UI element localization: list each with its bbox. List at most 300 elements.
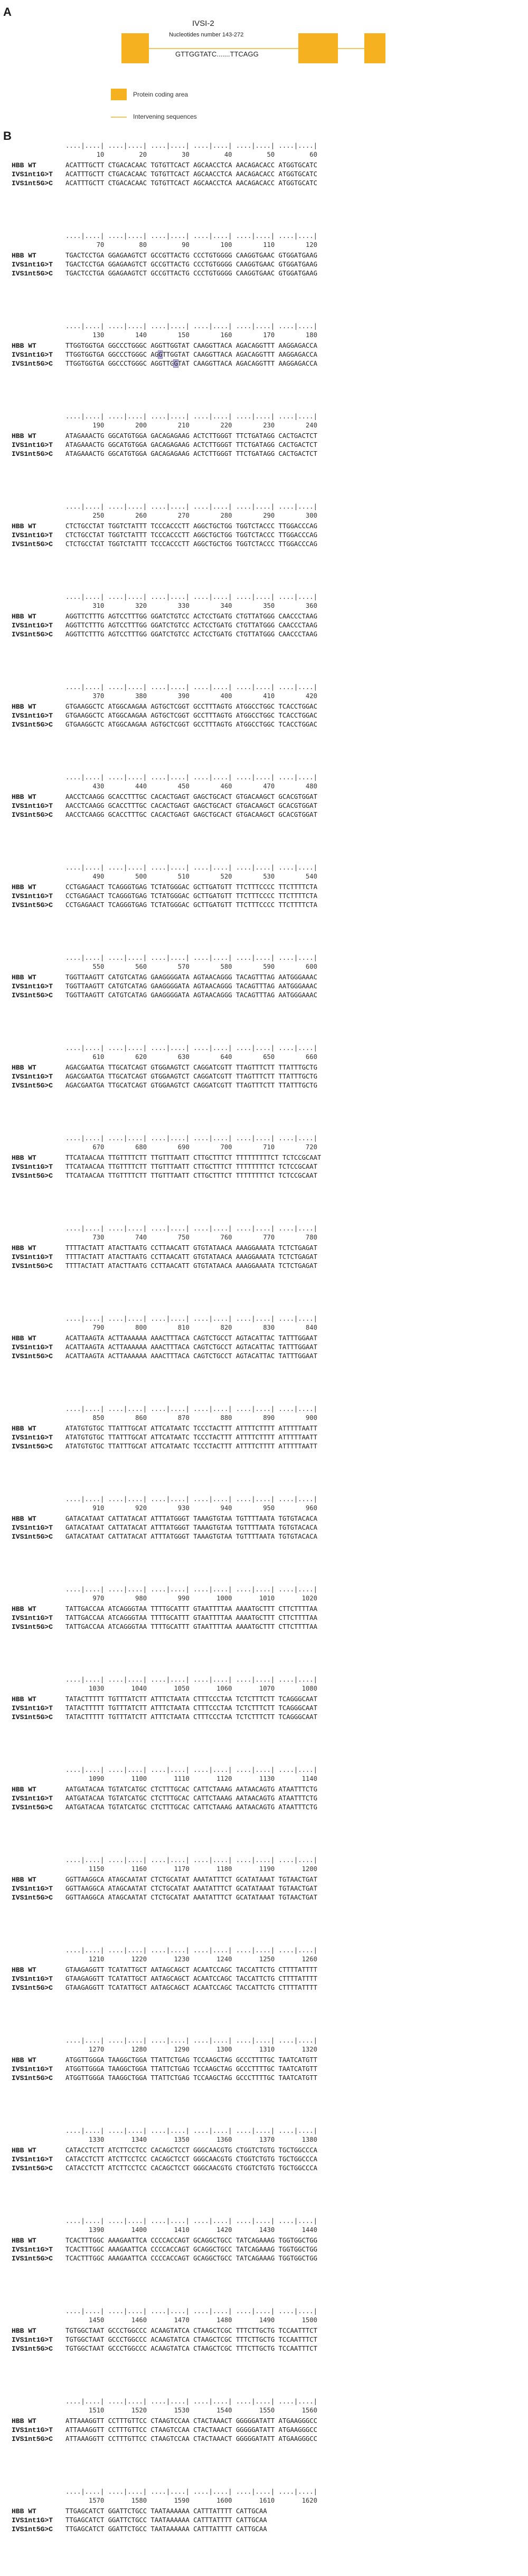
- position-ruler: ....|....| ....|....| ....|....| ....|....| ....|....| ....|....|: [65, 1225, 317, 1232]
- sequence-name: HBB WT: [12, 342, 36, 350]
- sequence-row: [12, 1154, 321, 1162]
- sequence-text: TTGGTGGTGA GGCCCTGGGC AGGTTGGTAT CAAGGTTACA AGACAGGTTT AAGGAGACCA: [65, 360, 317, 367]
- sequence-text: TGGTTAAGTT CATGTCATAG GAAGGGGATA AGTAACAGGG TACAGTTTAG AATGGGAAAC: [65, 991, 317, 999]
- panel-a-label: A: [3, 5, 12, 18]
- sequence-name: IVS1nt1G>T: [12, 712, 53, 720]
- sequence-row: [12, 441, 317, 449]
- sequence-row: [12, 2417, 317, 2425]
- sequence-name: IVS1nt1G>T: [12, 982, 53, 990]
- sequence-name: IVS1nt5G>C: [12, 991, 53, 999]
- position-numbers: 1270 1280 1290 1300 1310 1320: [65, 2046, 317, 2053]
- legend-intron-label: Intervening sequences: [133, 113, 197, 120]
- sequence-name: HBB WT: [12, 522, 36, 530]
- position-numbers: 1210 1220 1230 1240 1250 1260: [65, 1955, 317, 1963]
- sequence-row: [12, 1524, 317, 1532]
- sequence-text: GGTTAAGGCA ATAGCAATAT CTCTGCATAT AAATATTTCT GCATATAAAT TGTAACTGAT: [65, 1885, 317, 1892]
- sequence-text: GTAAGAGGTT TCATATTGCT AATAGCAGCT ACAATCCAGC TACCATTCTG CTTTTATTTT: [65, 1984, 317, 1991]
- sequence-row: [12, 2065, 317, 2073]
- sequence-row: [12, 1605, 317, 1613]
- mutation-highlight: G: [158, 351, 163, 358]
- sequence-name: IVS1nt1G>T: [12, 892, 53, 900]
- alignment-block: [12, 1583, 518, 1674]
- sequence-row: [12, 2155, 317, 2163]
- sequence-name: IVS1nt5G>C: [12, 1533, 53, 1541]
- sequence-text: ACATTAAGTA ACTTAAAAAA AAACTTTACA CAGTCTGCCT AGTACATTAC TATTTGGAAT: [65, 1343, 317, 1351]
- sequence-name: IVS1nt5G>C: [12, 450, 53, 458]
- sequence-text: TGTGGCTAAT GCCCTGGCCC ACAAGTATCA CTAAGCTCGC TTTCTTGCTG TCCAATTTCT: [65, 2336, 317, 2343]
- sequence-row: [12, 2246, 317, 2254]
- sequence-text: TTGGTGGTGA GGCCCTGGGC AGGTTGGTAT CAAGGTTACA AGACAGGTTT AAGGAGACCA: [65, 342, 317, 349]
- position-ruler: ....|....| ....|....| ....|....| ....|....| ....|....| ....|....|: [65, 1856, 317, 1864]
- sequence-row: [12, 2336, 317, 2344]
- sequence-text: ACATTAAGTA ACTTAAAAAA AAACTTTACA CAGTCTGCCT AGTACATTAC TATTTGGAAT: [65, 1334, 317, 1342]
- sequence-text: TGACTCCTGA GGAGAAGTCT GCCGTTACTG CCCTGTGGGG CAAGGTGAAC GTGGATGAAG: [65, 261, 317, 268]
- sequence-name: IVS1nt1G>T: [12, 1163, 53, 1171]
- sequence-text: CCTGAGAACT TCAGGGTGAG TCTATGGGAC GCTTGATGTT TTCTTTCCCC TTCTTTTCTA: [65, 883, 317, 891]
- sequence-name: IVS1nt5G>C: [12, 2255, 53, 2263]
- sequence-text: CCTGAGAACT TCAGGGTGAG TCTATGGGAC GCTTGATGTT TTCTTTCCCC TTCTTTTCTA: [65, 892, 317, 900]
- position-numbers: 1450 1460 1470 1480 1490 1500: [65, 2316, 317, 2324]
- position-ruler: ....|....| ....|....| ....|....| ....|....| ....|....| ....|....|: [65, 322, 317, 330]
- sequence-text: GTGAAGGCTC ATGGCAAGAA AGTGCTCGGT GCCTTTAGTG ATGGCCTGGC TCACCTGGAC: [65, 721, 317, 728]
- sequence-name: HBB WT: [12, 974, 36, 981]
- position-ruler: ....|....| ....|....| ....|....| ....|....| ....|....| ....|....|: [65, 1947, 317, 1954]
- position-numbers: 850 860 870 880 890 900: [65, 1414, 317, 1421]
- sequence-row: [12, 2426, 317, 2434]
- sequence-name: IVS1nt1G>T: [12, 2426, 53, 2434]
- intron-label: IVSI-2: [192, 19, 214, 28]
- alignment-block: [12, 681, 518, 771]
- sequence-text: GTAAGAGGTT TCATATTGCT AATAGCAGCT ACAATCCAGC TACCATTCTG CTTTTATTTT: [65, 1966, 317, 1973]
- sequence-text: GGTTAAGGCA ATAGCAATAT CTCTGCATAT AAATATTTCT GCATATAAAT TGTAACTGAT: [65, 1894, 317, 1901]
- sequence-row: [12, 1082, 317, 1090]
- sequence-row: [12, 1064, 317, 1072]
- sequence-row: [12, 1163, 317, 1171]
- sequence-row: [12, 1425, 317, 1433]
- sequence-row: [12, 261, 317, 269]
- sequence-row: [12, 811, 317, 819]
- sequence-row: [12, 252, 317, 260]
- sequence-alignment: [12, 140, 518, 2576]
- position-numbers: 790 800 810 820 830 840: [65, 1324, 317, 1331]
- position-ruler: ....|....| ....|....| ....|....| ....|....| ....|....| ....|....|: [65, 774, 317, 781]
- sequence-row: [12, 1984, 317, 1992]
- sequence-name: IVS1nt5G>C: [12, 2525, 53, 2533]
- position-numbers: 190 200 210 220 230 240: [65, 422, 317, 429]
- sequence-row: [12, 2074, 317, 2082]
- sequence-text: AATGATACAA TGTATCATGC CTCTTTGCAC CATTCTAAAG AATAACAGTG ATAATTTCTG: [65, 1786, 317, 1793]
- position-ruler: ....|....| ....|....| ....|....| ....|....| ....|....| ....|....|: [65, 1315, 317, 1322]
- sequence-name: IVS1nt1G>T: [12, 1704, 53, 1712]
- sequence-name: HBB WT: [12, 1334, 36, 1342]
- sequence-text: AACCTCAAGG GCACCTTTGC CACACTGAGT GAGCTGCACT GTGACAAGCT GCACGTGGAT: [65, 793, 317, 800]
- sequence-row: [12, 1244, 317, 1252]
- sequence-row: [12, 793, 317, 801]
- legend-coding-swatch: [111, 89, 127, 100]
- sequence-name: IVS1nt5G>C: [12, 540, 53, 548]
- position-numbers: 970 980 990 1000 1010 1020: [65, 1595, 317, 1602]
- sequence-row: [12, 901, 317, 909]
- alignment-block: [12, 230, 518, 320]
- sequence-name: IVS1nt1G>T: [12, 1253, 53, 1261]
- sequence-text: AGACGAATGA TTGCATCAGT GTGGAAGTCT CAGGATCGTT TTAGTTTCTT TTATTTGCTG: [65, 1073, 317, 1080]
- sequence-name: IVS1nt5G>C: [12, 360, 53, 368]
- sequence-text: ACATTTGCTT CTGACACAAC TGTGTTCACT AGCAACCTCA AACAGACACC ATGGTGCATC: [65, 161, 317, 169]
- sequence-row: [12, 1695, 317, 1703]
- position-ruler: ....|....| ....|....| ....|....| ....|....| ....|....| ....|....|: [65, 142, 317, 149]
- sequence-row: [12, 1614, 317, 1622]
- position-ruler: ....|....| ....|....| ....|....| ....|....| ....|....| ....|....|: [65, 1044, 317, 1052]
- sequence-text: TGGTTAAGTT CATGTCATAG GAAGGGGATA AGTAACAGGG TACAGTTTAG AATGGGAAAC: [65, 982, 317, 990]
- sequence-text: TGACTCCTGA GGAGAAGTCT GCCGTTACTG CCCTGTGGGG CAAGGTGAAC GTGGATGAAG: [65, 252, 317, 259]
- alignment-block: [12, 1313, 518, 1403]
- sequence-row: [12, 179, 317, 187]
- position-ruler: ....|....| ....|....| ....|....| ....|....| ....|....| ....|....|: [65, 232, 317, 240]
- sequence-name: IVS1nt1G>T: [12, 2155, 53, 2163]
- sequence-text: TGTGGCTAAT GCCCTGGCCC ACAAGTATCA CTAAGCTCGC TTTCTTGCTG TCCAATTTCT: [65, 2345, 317, 2352]
- sequence-text: TTCATAACAA TTGTTTTCTT TTGTTTAATT CTTGCTTTCT TTTTTTTTCT TCTCCGCAAT: [65, 1172, 317, 1179]
- sequence-row: [12, 432, 317, 440]
- sequence-name: IVS1nt1G>T: [12, 1795, 53, 1802]
- sequence-text: GATACATAAT CATTATACAT ATTTATGGGT TAAAGTGTAA TGTTTTAATA TGTGTACACA: [65, 1515, 317, 1522]
- sequence-name: HBB WT: [12, 703, 36, 711]
- sequence-name: HBB WT: [12, 2056, 36, 2064]
- sequence-row: [12, 1713, 317, 1721]
- sequence-name: HBB WT: [12, 1515, 36, 1523]
- sequence-name: IVS1nt1G>T: [12, 2516, 53, 2524]
- sequence-text: ATAGAAACTG GGCATGTGGA GACAGAGAAG ACTCTTGGGT TTCTGATAGG CACTGACTCT: [65, 432, 317, 440]
- sequence-text: ATGGTTGGGA TAAGGCTGGA TTATTCTGAG TCCAAGCTAG GCCCTTTTGC TAATCATGTT: [65, 2065, 317, 2073]
- alignment-block: [12, 1854, 518, 1944]
- sequence-text: AATGATACAA TGTATCATGC CTCTTTGCAC CATTCTAAAG AATAACAGTG ATAATTTCTG: [65, 1795, 317, 1802]
- position-ruler: ....|....| ....|....| ....|....| ....|....| ....|....| ....|....|: [65, 2307, 317, 2315]
- sequence-row: [12, 2237, 317, 2245]
- alignment-block: [12, 2215, 518, 2305]
- alignment-block: [12, 1944, 518, 2035]
- sequence-text: AACCTCAAGG GCACCTTTGC CACACTGAGT GAGCTGCACT GTGACAAGCT GCACGTGGAT: [65, 811, 317, 818]
- sequence-text: TATTGACCAA ATCAGGGTAA TTTTGCATTT GTAATTTTAA AAAATGCTTT CTTCTTTTAA: [65, 1623, 317, 1630]
- sequence-row: [12, 161, 317, 169]
- sequence-name: IVS1nt5G>C: [12, 1082, 53, 1090]
- sequence-row: [12, 1073, 317, 1081]
- panel-b-label: B: [3, 129, 12, 142]
- sequence-row: [12, 2516, 267, 2524]
- position-numbers: 910 920 930 940 950 960: [65, 1504, 317, 1512]
- alignment-block: [12, 952, 518, 1042]
- position-numbers: 70 80 90 100 110 120: [65, 241, 317, 249]
- position-numbers: 550 560 570 580 590 600: [65, 963, 317, 970]
- sequence-text: TCACTTTGGC AAAGAATTCA CCCCACCAGT GCAGGCTGCC TATCAGAAAG TGGTGGCTGG: [65, 2255, 317, 2262]
- sequence-name: IVS1nt5G>C: [12, 270, 53, 278]
- sequence-text: ACATTTGCTT CTGACACAAC TGTGTTCACT AGCAACCTCA AACAGACACC ATGGTGCATC: [65, 179, 317, 187]
- sequence-row: [12, 351, 317, 359]
- sequence-name: IVS1nt5G>C: [12, 1713, 53, 1721]
- sequence-row: [12, 2507, 267, 2515]
- sequence-text: GTGAAGGCTC ATGGCAAGAA AGTGCTCGGT GCCTTTAGTG ATGGCCTGGC TCACCTGGAC: [65, 712, 317, 719]
- sequence-row: [12, 1804, 317, 1811]
- position-numbers: 310 320 330 340 350 360: [65, 602, 317, 609]
- sequence-text: TGTGGCTAAT GCCCTGGCCC ACAAGTATCA CTAAGCTCGC TTTCTTGCTG TCCAATTTCT: [65, 2327, 317, 2334]
- position-ruler: ....|....| ....|....| ....|....| ....|....| ....|....| ....|....|: [65, 503, 317, 510]
- sequence-name: IVS1nt5G>C: [12, 2074, 53, 2082]
- sequence-row: [12, 982, 317, 990]
- sequence-name: IVS1nt5G>C: [12, 811, 53, 819]
- sequence-text: TGGTTAAGTT CATGTCATAG GAAGGGGATA AGTAACAGGG TACAGTTTAG AATGGGAAAC: [65, 974, 317, 981]
- sequence-name: HBB WT: [12, 613, 36, 621]
- legend-coding-label: Protein coding area: [133, 91, 188, 98]
- position-numbers: 130 140 150 160 170 180: [65, 331, 317, 339]
- sequence-text: GATACATAAT CATTATACAT ATTTATGGGT TAAAGTGTAA TGTTTTAATA TGTGTACACA: [65, 1533, 317, 1540]
- sequence-row: [12, 531, 317, 539]
- gene-structure-diagram: [0, 0, 528, 137]
- sequence-row: [12, 613, 317, 621]
- sequence-text: CCTGAGAACT TCAGGGTGAG TCTATGGGAC GCTTGATGTT TTCTTTCCCC TTCTTTTCTA: [65, 901, 317, 909]
- sequence-name: IVS1nt1G>T: [12, 1434, 53, 1442]
- sequence-name: HBB WT: [12, 252, 36, 260]
- sequence-text: AGGTTCTTTG AGTCCTTTGG GGATCTGTCC ACTCCTGATG CTGTTATGGG CAACCCTAAG: [65, 613, 317, 620]
- exon-3-box: [364, 33, 385, 63]
- sequence-row: [12, 2164, 317, 2172]
- sequence-name: HBB WT: [12, 2327, 36, 2335]
- sequence-name: HBB WT: [12, 2237, 36, 2245]
- position-ruler: ....|....| ....|....| ....|....| ....|....| ....|....| ....|....|: [65, 2127, 317, 2134]
- sequence-text: ATGGTTGGGA TAAGGCTGGA TTATTCTGAG TCCAAGCTAG GCCCTTTTGC TAATCATGTT: [65, 2074, 317, 2082]
- exon-1-box: [121, 33, 149, 63]
- sequence-text: AATGATACAA TGTATCATGC CTCTTTGCAC CATTCTAAAG AATAACAGTG ATAATTTCTG: [65, 1804, 317, 1811]
- sequence-name: HBB WT: [12, 1876, 36, 1884]
- sequence-name: IVS1nt5G>C: [12, 631, 53, 638]
- sequence-row: [12, 1253, 317, 1261]
- alignment-block: [12, 411, 518, 501]
- position-ruler: ....|....| ....|....| ....|....| ....|....| ....|....| ....|....|: [65, 593, 317, 600]
- sequence-row: [12, 2056, 317, 2064]
- sequence-text: CATACCTCTT ATCTTCCTCC CACAGCTCCT GGGCAACGTG CTGGTCTGTG TGCTGGCCCA: [65, 2155, 317, 2163]
- sequence-text: TTGGTGGTGA GGCCCTGGGC AGGTTGGTAT CAAGGTTACA AGACAGGTTT AAGGAGACCA: [65, 351, 317, 358]
- sequence-row: [12, 712, 317, 720]
- alignment-block: [12, 1223, 518, 1313]
- sequence-name: IVS1nt1G>T: [12, 1073, 53, 1081]
- sequence-row: [12, 1515, 317, 1523]
- alignment-block: [12, 591, 518, 681]
- sequence-row: [12, 2327, 317, 2335]
- sequence-name: IVS1nt5G>C: [12, 1262, 53, 1270]
- alignment-block: [12, 771, 518, 862]
- nucleotides-label: Nucleotides number 143-272: [169, 32, 244, 38]
- sequence-text: AGGTTCTTTG AGTCCTTTGG GGATCTGTCC ACTCCTGATG CTGTTATGGG CAACCCTAAG: [65, 622, 317, 629]
- sequence-row: [12, 1975, 317, 1983]
- sequence-name: HBB WT: [12, 1154, 36, 1162]
- sequence-name: IVS1nt5G>C: [12, 901, 53, 909]
- sequence-name: HBB WT: [12, 883, 36, 891]
- sequence-text: ATTAAAGGTT CCTTTGTTCC CTAAGTCCAA CTACTAAACT GGGGGATATT ATGAAGGGCC: [65, 2426, 317, 2434]
- sequence-text: GTAAGAGGTT TCATATTGCT AATAGCAGCT ACAATCCAGC TACCATTCTG CTTTTATTTT: [65, 1975, 317, 1982]
- sequence-text: TTGAGCATCT GGATTCTGCC TAATAAAAAA CATTTATTTT CATTGCAA: [65, 2516, 267, 2524]
- alignment-block: [12, 2305, 518, 2396]
- sequence-text: TTGAGCATCT GGATTCTGCC TAATAAAAAA CATTTATTTT CATTGCAA: [65, 2507, 267, 2515]
- sequence-row: [12, 1876, 317, 1884]
- position-ruler: ....|....| ....|....| ....|....| ....|....| ....|....| ....|....|: [65, 1676, 317, 1683]
- sequence-name: IVS1nt1G>T: [12, 2065, 53, 2073]
- sequence-text: ATAGAAACTG GGCATGTGGA GACAGAGAAG ACTCTTGGGT TTCTGATAGG CACTGACTCT: [65, 450, 317, 457]
- sequence-row: [12, 1623, 317, 1631]
- sequence-name: IVS1nt1G>T: [12, 1524, 53, 1532]
- position-ruler: ....|....| ....|....| ....|....| ....|....| ....|....| ....|....|: [65, 1405, 317, 1413]
- sequence-row: [12, 1966, 317, 1974]
- sequence-text: TTCATAACAA TTGTTTTCTT TTGTTTAATT CTTGCTTTCT TTTTTTTTCT TCTCCGCAAT: [65, 1163, 317, 1170]
- sequence-row: [12, 170, 317, 178]
- sequence-row: [12, 1704, 317, 1712]
- sequence-row: [12, 622, 317, 629]
- position-numbers: 1030 1040 1050 1060 1070 1080: [65, 1685, 317, 1692]
- alignment-block: [12, 2125, 518, 2215]
- sequence-name: IVS1nt5G>C: [12, 2345, 53, 2353]
- sequence-name: HBB WT: [12, 2507, 36, 2515]
- sequence-name: IVS1nt5G>C: [12, 1894, 53, 1902]
- sequence-name: IVS1nt5G>C: [12, 1984, 53, 1992]
- sequence-row: [12, 974, 317, 981]
- sequence-row: [12, 1786, 317, 1793]
- sequence-name: HBB WT: [12, 432, 36, 440]
- sequence-name: IVS1nt5G>C: [12, 179, 53, 187]
- position-numbers: 490 500 510 520 530 540: [65, 873, 317, 880]
- alignment-block: [12, 2396, 518, 2486]
- position-ruler: ....|....| ....|....| ....|....| ....|....| ....|....| ....|....|: [65, 864, 317, 871]
- sequence-text: ATAGAAACTG GGCATGTGGA GACAGAGAAG ACTCTTGGGT TTCTGATAGG CACTGACTCT: [65, 441, 317, 449]
- position-numbers: 1390 1400 1410 1420 1430 1440: [65, 2226, 317, 2234]
- sequence-text: TATACTTTTT TGTTTATCTT ATTTCTAATA CTTTCCCTAA TCTCTTTCTT TCAGGGCAAT: [65, 1695, 317, 1703]
- sequence-row: [12, 802, 317, 810]
- alignment-block: [12, 1493, 518, 1583]
- position-numbers: 610 620 630 640 650 660: [65, 1053, 317, 1061]
- position-ruler: ....|....| ....|....| ....|....| ....|....| ....|....| ....|....|: [65, 2217, 317, 2225]
- sequence-name: HBB WT: [12, 2146, 36, 2154]
- alignment-block: [12, 1674, 518, 1764]
- sequence-text: TATTGACCAA ATCAGGGTAA TTTTGCATTT GTAATTTTAA AAAATGCTTT CTTCTTTTAA: [65, 1605, 317, 1613]
- sequence-text: TATACTTTTT TGTTTATCTT ATTTCTAATA CTTTCCCTAA TCTCTTTCTT TCAGGGCAAT: [65, 1713, 317, 1721]
- sequence-name: IVS1nt5G>C: [12, 2435, 53, 2443]
- alignment-block: [12, 862, 518, 952]
- sequence-row: [12, 1795, 317, 1802]
- alignment-block: [12, 2035, 518, 2125]
- sequence-text: AGACGAATGA TTGCATCAGT GTGGAAGTCT CAGGATCGTT TTAGTTTCTT TTATTTGCTG: [65, 1082, 317, 1089]
- sequence-text: TCACTTTGGC AAAGAATTCA CCCCACCAGT GCAGGCTGCC TATCAGAAAG TGGTGGCTGG: [65, 2246, 317, 2253]
- sequence-name: IVS1nt1G>T: [12, 1975, 53, 1983]
- sequence-name: HBB WT: [12, 2417, 36, 2425]
- sequence-row: [12, 2146, 317, 2154]
- sequence-row: [12, 1443, 317, 1451]
- position-numbers: 1150 1160 1170 1180 1190 1200: [65, 1865, 317, 1873]
- sequence-row: [12, 1434, 317, 1442]
- sequence-text: CTCTGCCTAT TGGTCTATTT TCCCACCCTT AGGCTGCTGG TGGTCTACCC TTGGACCCAG: [65, 522, 317, 530]
- position-numbers: 250 260 270 280 290 300: [65, 512, 317, 519]
- sequence-row: [12, 631, 317, 638]
- sequence-name: IVS1nt1G>T: [12, 1885, 53, 1893]
- sequence-name: HBB WT: [12, 161, 36, 169]
- alignment-block: [12, 140, 518, 230]
- sequence-name: IVS1nt5G>C: [12, 1804, 53, 1811]
- sequence-name: IVS1nt5G>C: [12, 1172, 53, 1180]
- sequence-text: ATTAAAGGTT CCTTTGTTCC CTAAGTCCAA CTACTAAACT GGGGGATATT ATGAAGGGCC: [65, 2417, 317, 2425]
- sequence-row: [12, 1334, 317, 1342]
- sequence-text: TTCATAACAA TTGTTTTCTT TTGTTTAATT CTTGCTTTCT TTTTTTTTTCT TCTCCGCAAT: [65, 1154, 322, 1161]
- sequence-name: HBB WT: [12, 793, 36, 801]
- position-numbers: 1570 1580 1590 1600 1610 1620: [65, 2497, 317, 2504]
- sequence-text: TTTTACTATT ATACTTAATG CCTTAACATT GTGTATAACA AAAGGAAATA TCTCTGAGAT: [65, 1253, 317, 1261]
- exon-2-box: [298, 33, 338, 63]
- position-ruler: ....|....| ....|....| ....|....| ....|....| ....|....| ....|....|: [65, 1766, 317, 1773]
- sequence-text: CTCTGCCTAT TGGTCTATTT TCCCACCCTT AGGCTGCTGG TGGTCTACCC TTGGACCCAG: [65, 540, 317, 548]
- alignment-block: [12, 1764, 518, 1854]
- alignment-block: [12, 1132, 518, 1223]
- sequence-name: IVS1nt1G>T: [12, 2246, 53, 2254]
- position-numbers: 1330 1340 1350 1360 1370 1380: [65, 2136, 317, 2143]
- sequence-text: TGACTCCTGA GGAGAAGTCT GCCGTTACTG CCCTGTGGGG CAAGGTGAAC GTGGATGAAG: [65, 270, 317, 277]
- sequence-row: [12, 522, 317, 530]
- sequence-name: HBB WT: [12, 1786, 36, 1793]
- position-ruler: ....|....| ....|....| ....|....| ....|....| ....|....| ....|....|: [65, 2398, 317, 2405]
- sequence-text: TTGAGCATCT GGATTCTGCC TAATAAAAAA CATTTATTTT CATTGCAA: [65, 2525, 267, 2533]
- sequence-text: ACATTTGCTT CTGACACAAC TGTGTTCACT AGCAACCTCA AACAGACACC ATGGTGCATC: [65, 170, 317, 178]
- position-ruler: ....|....| ....|....| ....|....| ....|....| ....|....| ....|....|: [65, 413, 317, 420]
- sequence-text: AACCTCAAGG GCACCTTTGC CACACTGAGT GAGCTGCACT GTGACAAGCT GCACGTGGAT: [65, 802, 317, 809]
- intron-sequence-label: GTTGGTATC.......TTCAGG: [175, 50, 259, 58]
- position-ruler: ....|....| ....|....| ....|....| ....|....| ....|....| ....|....|: [65, 954, 317, 961]
- sequence-row: [12, 991, 317, 999]
- sequence-name: IVS1nt1G>T: [12, 170, 53, 178]
- sequence-row: [12, 1533, 317, 1541]
- sequence-row: [12, 342, 317, 350]
- position-numbers: 730 740 750 760 770 780: [65, 1234, 317, 1241]
- sequence-name: IVS1nt5G>C: [12, 1623, 53, 1631]
- sequence-text: TATACTTTTT TGTTTATCTT ATTTCTAATA CTTTCCCTAA TCTCTTTCTT TCAGGGCAAT: [65, 1704, 317, 1712]
- position-ruler: ....|....| ....|....| ....|....| ....|....| ....|....| ....|....|: [65, 1586, 317, 1593]
- sequence-row: [12, 721, 317, 729]
- position-numbers: 1510 1520 1530 1540 1550 1560: [65, 2407, 317, 2414]
- alignment-block: [12, 1403, 518, 1493]
- sequence-row: [12, 2435, 317, 2443]
- sequence-row: [12, 1343, 317, 1351]
- position-ruler: ....|....| ....|....| ....|....| ....|....| ....|....| ....|....|: [65, 1495, 317, 1503]
- sequence-row: [12, 2255, 317, 2263]
- sequence-row: [12, 892, 317, 900]
- sequence-text: AGGTTCTTTG AGTCCTTTGG GGATCTGTCC ACTCCTGATG CTGTTATGGG CAACCCTAAG: [65, 631, 317, 638]
- sequence-name: IVS1nt1G>T: [12, 531, 53, 539]
- sequence-text: ATGGTTGGGA TAAGGCTGGA TTATTCTGAG TCCAAGCTAG GCCCTTTTGC TAATCATGTT: [65, 2056, 317, 2064]
- sequence-name: IVS1nt1G>T: [12, 1343, 53, 1351]
- sequence-name: IVS1nt1G>T: [12, 1614, 53, 1622]
- sequence-row: [12, 450, 317, 458]
- sequence-row: [12, 1262, 317, 1270]
- sequence-row: [12, 540, 317, 548]
- sequence-name: IVS1nt5G>C: [12, 1352, 53, 1360]
- position-numbers: 670 680 690 700 710 720: [65, 1143, 317, 1151]
- position-ruler: ....|....| ....|....| ....|....| ....|....| ....|....| ....|....|: [65, 2037, 317, 2044]
- position-numbers: 1090 1100 1110 1120 1130 1140: [65, 1775, 317, 1782]
- position-ruler: ....|....| ....|....| ....|....| ....|....| ....|....| ....|....|: [65, 683, 317, 691]
- sequence-row: [12, 2345, 317, 2353]
- position-ruler: ....|....| ....|....| ....|....| ....|....| ....|....| ....|....|: [65, 1134, 317, 1142]
- sequence-name: IVS1nt5G>C: [12, 1443, 53, 1451]
- sequence-text: TTTTACTATT ATACTTAATG CCTTAACATT GTGTATAACA AAAGGAAATA TCTCTGAGAT: [65, 1244, 317, 1252]
- position-numbers: 10 20 30 40 50 60: [65, 151, 317, 158]
- sequence-text: TCACTTTGGC AAAGAATTCA CCCCACCAGT GCAGGCTGCC TATCAGAAAG TGGTGGCTGG: [65, 2237, 317, 2244]
- alignment-block: [12, 2486, 518, 2576]
- position-numbers: 430 440 450 460 470 480: [65, 783, 317, 790]
- sequence-name: HBB WT: [12, 1695, 36, 1703]
- sequence-row: [12, 1352, 317, 1360]
- position-numbers: 370 380 390 400 410 420: [65, 692, 317, 700]
- sequence-name: IVS1nt1G>T: [12, 2336, 53, 2344]
